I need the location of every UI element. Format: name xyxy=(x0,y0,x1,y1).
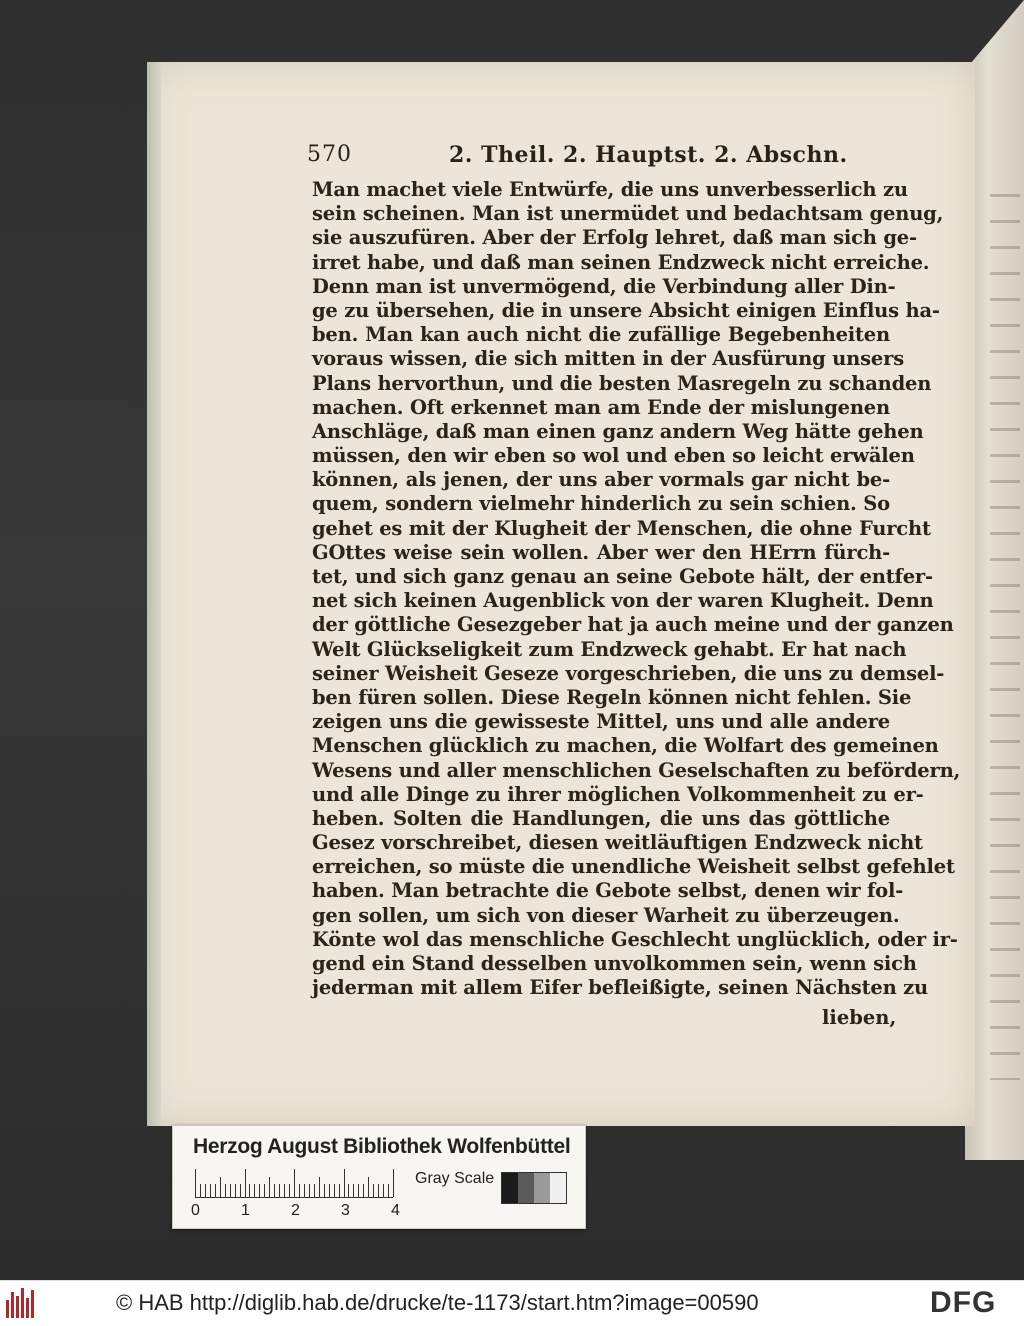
ruler-tick xyxy=(334,1184,335,1197)
ruler-tick xyxy=(314,1184,315,1197)
text-line: der göttliche Gesezgeber hat ja auch meine und der ganzen xyxy=(312,613,954,637)
ruler-tick xyxy=(210,1184,211,1197)
ruler-tick xyxy=(373,1184,374,1197)
text-line: Menschen glücklich zu machen, die Wolfart des gemeinen xyxy=(312,734,939,758)
text-line: ben. Man kan auch nicht die zufällige Begebenheiten xyxy=(312,323,890,347)
ruler-tick xyxy=(200,1184,201,1197)
text-line: müssen, den wir eben so wol und eben so leicht erwälen xyxy=(312,444,915,468)
text-line: machen. Oft erkennet man am Ende der mislungenen xyxy=(312,395,890,419)
dfg-logo[interactable]: DFG xyxy=(930,1286,997,1319)
text-line: GOttes weise sein wollen. Aber wer den HErrn fürch- xyxy=(312,540,890,564)
text-line: irret habe, und daß man seinen Endzweck nicht erreiche. xyxy=(312,250,930,274)
ruler-tick xyxy=(235,1184,236,1197)
text-line: Gesez vorschreibet, diesen weitläuftigen Endzweck nicht xyxy=(312,831,923,855)
ruler-tick xyxy=(353,1184,354,1197)
page-text-block xyxy=(312,178,961,1000)
text-line: und alle Dinge zu ihrer möglichen Volkommenheit zu er- xyxy=(312,782,924,806)
text-line: Denn man ist unvermögend, die Verbindung aller Din- xyxy=(312,274,896,298)
ruler-tick xyxy=(339,1184,340,1197)
text-line: jederman mit allem Eifer befleißigte, seinen Nächsten zu xyxy=(312,976,929,1000)
ruler-tick xyxy=(259,1184,260,1197)
ruler-number: 3 xyxy=(341,1202,350,1219)
gray-scale-swatches xyxy=(501,1172,567,1204)
ruler-tick xyxy=(319,1177,320,1197)
ruler-tick xyxy=(215,1184,216,1197)
text-line: Könte wol das menschliche Geschlecht unglücklich, oder ir- xyxy=(312,927,958,951)
text-line: Anschläge, daß man einen ganz andern Weg hätte gehen xyxy=(312,419,924,443)
text-line: gend ein Stand desselben unvolkommen sein, wenn sich xyxy=(312,952,917,975)
text-line: können, als jenen, der uns aber vormals gar nicht be- xyxy=(312,468,890,492)
text-line: ge zu übersehen, die in unsere Absicht einigen Einflus ha- xyxy=(312,298,940,322)
text-line: erreichen, so müste die unendliche Weisheit selbst gefehlet xyxy=(312,855,955,879)
text-line: haben. Man betrachte die Gebote selbst, denen wir fol- xyxy=(312,879,904,903)
ruler-tick xyxy=(279,1184,280,1197)
text-line: sie auszufüren. Aber der Erfolg lehret, daß man sich ge- xyxy=(312,226,917,250)
ruler-tick xyxy=(264,1184,265,1197)
adjacent-page-text-shadow xyxy=(990,180,1020,1080)
ruler-tick xyxy=(269,1177,270,1197)
ruler-number: 1 xyxy=(241,1202,250,1219)
gray-swatch xyxy=(550,1173,566,1203)
text-line: gen sollen, um sich von dieser Warheit zu überzeugen. xyxy=(312,903,900,927)
text-line: Wesens und aller menschlichen Geselschaften zu befördern, xyxy=(312,758,961,782)
ruler-tick xyxy=(299,1184,300,1197)
ruler-tick xyxy=(363,1184,364,1197)
ruler-tick xyxy=(309,1184,310,1197)
ruler-tick xyxy=(230,1184,231,1197)
logo-bar xyxy=(31,1290,34,1318)
ruler-tick xyxy=(324,1184,325,1197)
catchword: lieben, xyxy=(822,1006,897,1029)
logo-bar xyxy=(6,1300,9,1318)
library-name: Herzog August Bibliothek Wolfenbüttel xyxy=(193,1135,571,1158)
logo-bar xyxy=(21,1288,24,1318)
page-header xyxy=(307,142,867,176)
ruler-tick xyxy=(284,1184,285,1197)
logo-bar xyxy=(26,1298,29,1318)
ruler-number: 2 xyxy=(291,1202,300,1219)
ruler-tick xyxy=(348,1184,349,1197)
text-line: quem, sondern vielmehr hinderlich zu sein schien. So xyxy=(312,492,890,516)
ruler-tick xyxy=(388,1184,389,1197)
text-line: zeigen uns die gewisseste Mittel, uns und alle andere xyxy=(312,710,890,734)
text-line: Man machet viele Entwürfe, die uns unverbesserlich zu xyxy=(312,178,908,201)
ruler-tick xyxy=(289,1184,290,1197)
ruler-tick xyxy=(195,1169,196,1197)
ruler-tick xyxy=(393,1169,394,1197)
ruler-tick xyxy=(245,1169,246,1197)
ruler-tick xyxy=(304,1184,305,1197)
ruler-tick xyxy=(378,1184,379,1197)
library-label-card xyxy=(172,1125,586,1229)
text-line: gehet es mit der Klugheit der Menschen, die ohne Furcht xyxy=(312,516,931,540)
gray-swatch xyxy=(518,1173,534,1203)
text-line: Plans hervorthun, und die besten Masregeln zu schanden xyxy=(312,371,932,395)
ruler-tick xyxy=(368,1177,369,1197)
ruler-tick xyxy=(383,1184,384,1197)
ruler-tick xyxy=(205,1184,206,1197)
ruler-tick xyxy=(254,1184,255,1197)
text-line: ben füren sollen. Diese Regeln können nicht fehlen. Sie xyxy=(312,685,912,709)
logo-bar xyxy=(11,1292,14,1318)
ruler-number: 0 xyxy=(191,1202,200,1219)
ruler-tick xyxy=(294,1169,295,1197)
hab-logo-icon[interactable] xyxy=(6,1288,38,1318)
copyright-url-text[interactable]: © HAB http://diglib.hab.de/drucke/te-1173/start.htm?image=00590 xyxy=(116,1290,759,1315)
ruler-number: 4 xyxy=(391,1202,400,1219)
ruler-tick xyxy=(225,1184,226,1197)
measurement-ruler xyxy=(195,1169,393,1198)
gray-scale-label: Gray Scale xyxy=(415,1170,495,1187)
text-line: sein scheinen. Man ist unermüdet und bedachtsam genug, xyxy=(312,202,944,226)
ruler-tick xyxy=(344,1169,345,1197)
ruler-tick xyxy=(329,1184,330,1197)
page-number: 570 xyxy=(307,142,352,167)
ruler-tick xyxy=(240,1184,241,1197)
text-line: Welt Glückseligkeit zum Endzweck gehabt. Er hat nach xyxy=(312,637,907,661)
ruler-tick xyxy=(358,1184,359,1197)
text-line: tet, und sich ganz genau an seine Gebote hält, der entfer- xyxy=(312,565,933,588)
text-line: voraus wissen, die sich mitten in der Ausfürung unsers xyxy=(312,347,904,371)
ruler-tick xyxy=(249,1184,250,1197)
text-line: seiner Weisheit Geseze vorgeschrieben, die uns zu demsel- xyxy=(312,661,945,685)
running-head: 2. Theil. 2. Hauptst. 2. Abschn. xyxy=(449,142,848,168)
ruler-tick xyxy=(274,1184,275,1197)
ruler-tick xyxy=(220,1177,221,1197)
text-line: net sich keinen Augenblick von der waren Klugheit. Denn xyxy=(312,589,934,613)
gray-swatch xyxy=(534,1173,550,1203)
logo-bar xyxy=(16,1296,19,1318)
gray-swatch xyxy=(502,1173,518,1203)
viewer-footer xyxy=(0,1280,1024,1326)
text-line: heben. Solten die Handlungen, die uns das göttliche xyxy=(312,806,890,830)
